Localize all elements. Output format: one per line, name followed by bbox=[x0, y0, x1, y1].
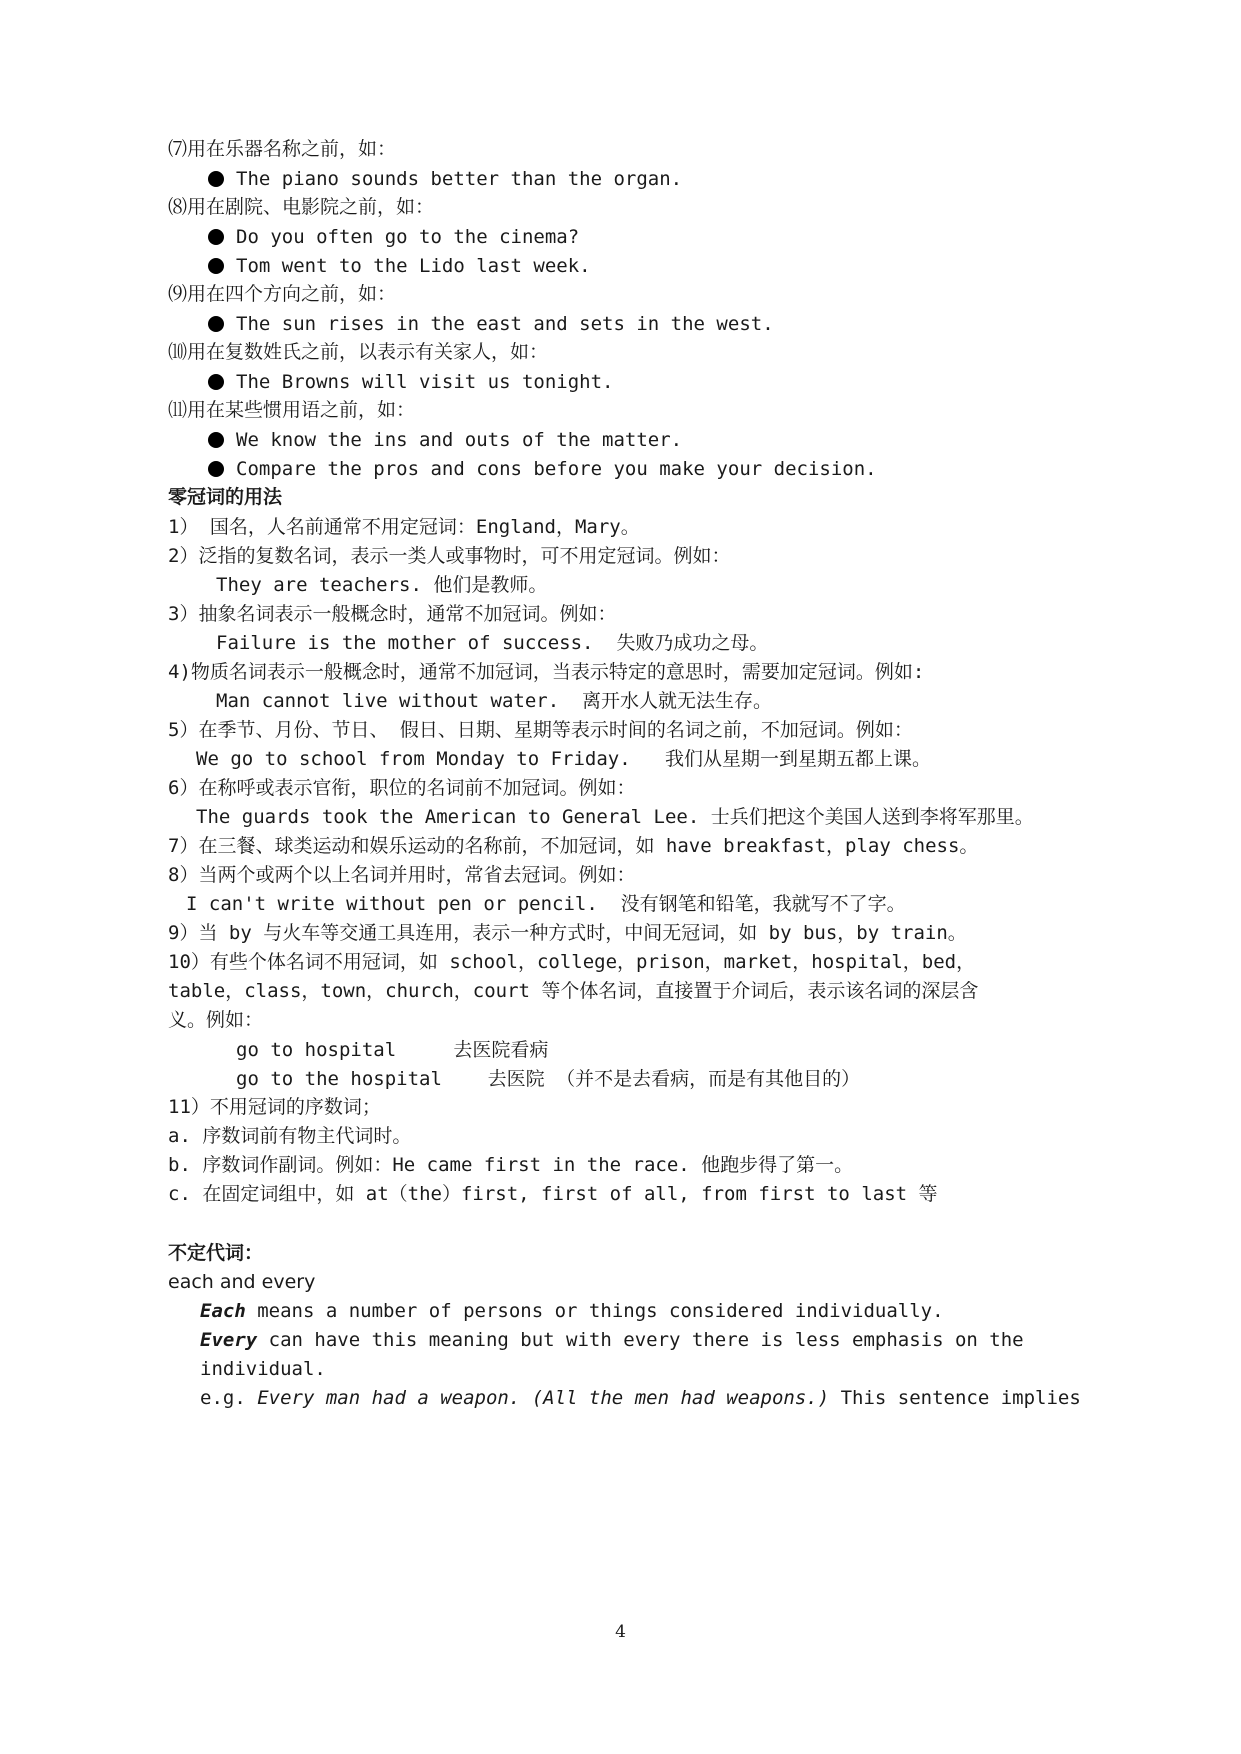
every-definition bbox=[200, 1327, 1024, 1353]
rule-10-line-3: 义。例如： bbox=[168, 1009, 264, 1031]
example-text: Tom went to the Lido last week. bbox=[236, 255, 591, 277]
every-term: Every bbox=[200, 1329, 258, 1351]
example-text: We know the ins and outs of the matter. bbox=[236, 429, 683, 451]
example-line bbox=[208, 253, 591, 279]
rule-6: 6）在称呼或表示官衔，职位的名词前不加冠词。例如： bbox=[168, 777, 636, 799]
rule-5-example: We go to school from Monday to Friday. 我们从星期一到星期五都上课。 bbox=[196, 748, 931, 770]
rule-2-example: They are teachers. 他们是教师。 bbox=[216, 574, 548, 596]
section-heading-indefinite-pronouns: 不定代词： bbox=[168, 1242, 264, 1264]
section-heading-zero-article: 零冠词的用法 bbox=[168, 486, 283, 508]
example-line bbox=[208, 369, 614, 395]
example-rest: This sentence implies bbox=[829, 1387, 1081, 1409]
item-11-heading: ⑾用在某些惯用语之前，如： bbox=[168, 399, 416, 421]
item-9-heading: ⑼用在四个方向之前，如： bbox=[168, 283, 397, 305]
example-line bbox=[208, 311, 774, 337]
every-definition-cont: individual. bbox=[200, 1358, 326, 1380]
rule-10-example-1: go to hospital 去医院看病 bbox=[236, 1039, 549, 1061]
rule-3: 3）抽象名词表示一般概念时，通常不加冠词。例如： bbox=[168, 603, 617, 625]
item-10-heading: ⑽用在复数姓氏之前，以表示有关家人，如： bbox=[168, 341, 549, 363]
bullet-icon bbox=[208, 374, 224, 390]
page-number: 4 bbox=[615, 1622, 626, 1642]
bullet-icon bbox=[208, 432, 224, 448]
rule-11-a: a. 序数词前有物主代词时。 bbox=[168, 1125, 412, 1147]
example-line bbox=[208, 224, 579, 250]
rule-10-example-2: go to the hospital 去医院 （并不是去看病，而是有其他目的） bbox=[236, 1068, 861, 1090]
rule-6-example: The guards took the American to General Lee. 士兵们把这个美国人送到李将军那里。 bbox=[196, 806, 1034, 828]
bullet-icon bbox=[208, 171, 224, 187]
rule-3-example: Failure is the mother of success. 失败乃成功之母。 bbox=[216, 632, 769, 654]
example-italic: Every man had a weapon. (All the men had weapons.) bbox=[257, 1387, 830, 1409]
rule-5: 5）在季节、月份、节日、 假日、日期、星期等表示时间的名词之前，不加冠词。例如： bbox=[168, 719, 913, 741]
example-prefix: e.g. bbox=[200, 1387, 258, 1409]
subheading-each-and-every: each and every bbox=[168, 1271, 316, 1293]
bullet-icon bbox=[208, 461, 224, 477]
rule-10-line-2: table，class，town，church，court 等个体名词，直接置于介词后，表示该名词的深层含 bbox=[168, 980, 979, 1002]
bullet-icon bbox=[208, 316, 224, 332]
example-sentence bbox=[200, 1385, 1081, 1411]
bullet-icon bbox=[208, 229, 224, 245]
item-7-heading: ⑺用在乐器名称之前，如： bbox=[168, 138, 397, 160]
item-8-heading: ⑻用在剧院、电影院之前，如： bbox=[168, 196, 435, 218]
rule-8: 8）当两个或两个以上名词并用时，常省去冠词。例如： bbox=[168, 864, 636, 886]
rule-7: 7）在三餐、球类运动和娱乐运动的名称前，不加冠词，如 have breakfast，play chess。 bbox=[168, 835, 979, 857]
every-definition-text: can have this meaning but with every there is less emphasis on the bbox=[257, 1329, 1024, 1351]
rule-2: 2）泛指的复数名词，表示一类人或事物时，可不用定冠词。例如： bbox=[168, 545, 731, 567]
rule-4-example: Man cannot live without water. 离开水人就无法生存。 bbox=[216, 690, 773, 712]
example-text: Compare the pros and cons before you make your decision. bbox=[236, 458, 877, 480]
example-text: The sun rises in the east and sets in the west. bbox=[236, 313, 774, 335]
example-line bbox=[208, 166, 682, 192]
example-text: The Browns will visit us tonight. bbox=[236, 371, 614, 393]
each-term: Each bbox=[200, 1300, 246, 1322]
rule-8-example: I can't write without pen or pencil. 没有钢笔和铅笔，我就写不了字。 bbox=[186, 893, 906, 915]
example-line bbox=[208, 427, 682, 453]
bullet-icon bbox=[208, 258, 224, 274]
rule-10-line-1: 10）有些个体名词不用冠词，如 school，college，prison，market，hospital，bed， bbox=[168, 951, 976, 973]
rule-9: 9）当 by 与火车等交通工具连用，表示一种方式时，中间无冠词，如 by bus，by train。 bbox=[168, 922, 967, 944]
each-definition bbox=[200, 1298, 944, 1324]
rule-11-b: b. 序数词作副词。例如：He came first in the race. 他跑步得了第一。 bbox=[168, 1154, 854, 1176]
example-text: Do you often go to the cinema? bbox=[236, 226, 580, 248]
example-text: The piano sounds better than the organ. bbox=[236, 168, 683, 190]
rule-11-c: c. 在固定词组中，如 at（the）first, first of all, from first to last 等 bbox=[168, 1183, 938, 1205]
rule-11: 11）不用冠词的序数词； bbox=[168, 1096, 381, 1118]
rule-1: 1） 国名，人名前通常不用定冠词：England，Mary。 bbox=[168, 516, 640, 538]
each-definition-text: means a number of persons or things considered individually. bbox=[245, 1300, 944, 1322]
example-line bbox=[208, 456, 877, 482]
rule-4: 4)物质名词表示一般概念时，通常不加冠词，当表示特定的意思时，需要加定冠词。例如: bbox=[168, 661, 925, 683]
